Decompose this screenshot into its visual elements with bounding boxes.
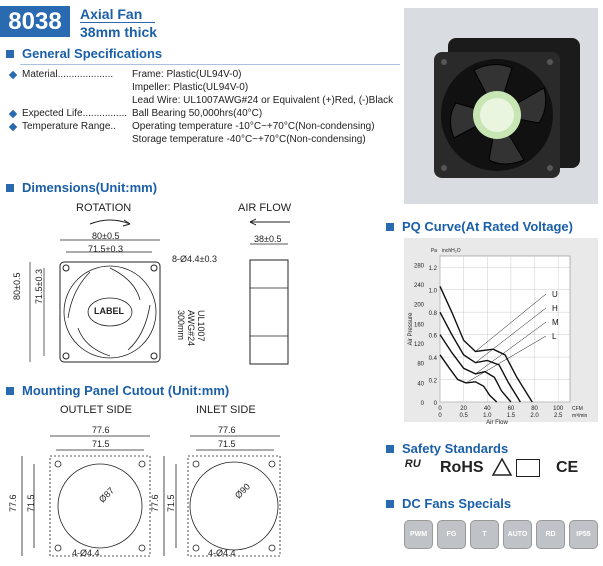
outlet-w1: 77.6 [92, 425, 110, 435]
spec-label-life: Expected Life................ [22, 108, 128, 119]
x-tick-cfm: 0 [438, 406, 442, 412]
section-bullet [6, 50, 14, 58]
ce-mark: CE [556, 459, 579, 476]
ul-mark-icon: ᴿᵁ [404, 458, 421, 475]
airflow-label: AIR FLOW [238, 202, 292, 214]
x-tick-cfm: 20 [460, 406, 467, 412]
outlet-dia: Ø87 [96, 485, 117, 505]
specials-title: DC Fans Specials [402, 496, 512, 511]
thermal-icon: T [470, 520, 499, 549]
pq-series-label: U [552, 290, 558, 299]
x-tick-m3: 1.0 [483, 413, 492, 419]
x-tick-cfm: 40 [483, 406, 491, 412]
inlet-holes: 4-Ø4.4 [208, 548, 236, 558]
spec-label-temp: Temperature Range.. [22, 121, 116, 132]
general-rule [20, 64, 400, 65]
dim-hole: 8-Ø4.4±0.3 [172, 254, 217, 264]
safety-title: Safety Standards [402, 441, 509, 456]
inlet-w2: 71.5 [218, 439, 236, 449]
fan-label: LABEL [94, 306, 124, 316]
section-bullet [386, 223, 394, 231]
section-bullet [386, 500, 394, 508]
dim-width-outer: 80±0.5 [92, 231, 120, 241]
outlet-h2: 71.5 [26, 494, 36, 512]
fan-type: Axial Fan [80, 6, 143, 22]
spec-value-storage: Storage temperature -40°C~+70°C(Non-condensing) [132, 134, 366, 145]
x-axis-label: Air Flow [486, 420, 508, 426]
x-tick-cfm: 100 [553, 406, 564, 412]
spec-value-operating: Operating temperature -10°C~+70°C(Non-condensing) [132, 121, 375, 132]
ccc-mark-icon [516, 459, 540, 477]
outlet-w2: 71.5 [92, 439, 110, 449]
x-unit-cfm: CFM [572, 406, 583, 412]
y-tick-pa: 280 [413, 263, 424, 270]
pq-curve-plot [404, 238, 598, 426]
pq-series-label: M [552, 318, 559, 327]
inlet-dia: Ø90 [232, 481, 253, 501]
y-tick-pa: 160 [413, 322, 424, 329]
y-tick-pa: 40 [417, 381, 424, 388]
y-tick-inch: 0.2 [428, 378, 437, 385]
pwm-icon: PWM [404, 520, 433, 549]
spec-value-lead-wire: Lead Wire: UL1007AWG#24 or Equivalent (+)Red, (-)Black [132, 95, 394, 106]
x-tick-m3: 0 [438, 413, 442, 419]
y-unit-h2o: inchH₂O [442, 248, 461, 254]
rd-icon: RD [536, 520, 565, 549]
section-bullet [6, 184, 14, 192]
outlet-holes: 4-Ø4.4 [72, 548, 100, 558]
x-tick-m3: 0.5 [459, 413, 468, 419]
y-tick-pa: 80 [417, 361, 424, 368]
y-unit-pa: Pa [430, 248, 438, 254]
y-tick-pa: 200 [413, 302, 424, 309]
spec-value-impeller: Impeller: Plastic(UL94V-0) [132, 82, 249, 93]
y-tick-pa: 240 [413, 283, 424, 290]
general-title: General Specifications [22, 46, 163, 61]
y-tick-pa: 120 [413, 342, 424, 349]
auto-restart-icon: AUTO [503, 520, 532, 549]
y-axis-label: Air Pressure [408, 312, 414, 346]
ip55-icon: IP55 [569, 520, 598, 549]
spec-label-material: Material.................... [22, 69, 114, 80]
wire-spec-1: UL1007 [196, 310, 206, 342]
bullet-icon [9, 71, 17, 79]
wire-spec-2: AWG#24 [186, 310, 196, 347]
wire-spec-3: 300mm [176, 310, 186, 341]
dim-width-inner: 71.5±0.3 [88, 244, 123, 254]
y-tick-inch: 1.2 [428, 266, 437, 273]
fan-thickness: 38mm thick [80, 24, 158, 40]
rohs-mark: RoHS [440, 459, 484, 476]
y-tick-pa: 0 [420, 401, 424, 407]
inlet-h2: 71.5 [166, 494, 176, 512]
y-tick-inch: 0.8 [428, 311, 437, 318]
model-number: 8038 [0, 6, 70, 37]
inlet-h1: 77.6 [150, 494, 160, 512]
dimensions-title: Dimensions(Unit:mm) [22, 180, 158, 195]
spec-value-life: Ball Bearing 50,000hrs(40°C) [132, 108, 263, 119]
y-tick-inch: 0.6 [428, 333, 437, 340]
spec-value-frame: Frame: Plastic(UL94V-0) [132, 69, 242, 80]
pq-series-label: H [552, 304, 558, 313]
dim-height-inner: 71.5±0.3 [34, 269, 44, 304]
section-bullet [386, 445, 394, 453]
pq-chart [404, 238, 598, 426]
y-tick-inch: 0.4 [428, 356, 437, 363]
x-unit-m3: m³/min [572, 413, 588, 419]
outlet-side-label: OUTLET SIDE [60, 404, 132, 416]
tuv-mark-icon [492, 458, 512, 476]
fg-icon: FG [437, 520, 466, 549]
dim-thickness: 38±0.5 [254, 234, 282, 244]
y-tick-inch: 0 [433, 401, 437, 407]
fan-image-icon [404, 8, 598, 204]
x-tick-m3: 2.5 [554, 413, 563, 419]
inlet-w1: 77.6 [218, 425, 236, 435]
outlet-h1: 77.6 [8, 494, 18, 512]
bullet-icon [9, 123, 17, 131]
x-tick-m3: 2.0 [530, 413, 539, 419]
pq-title: PQ Curve(At Rated Voltage) [402, 219, 573, 234]
header-rule [80, 22, 155, 23]
pq-series-label: L [552, 332, 557, 341]
x-tick-m3: 1.5 [506, 413, 516, 419]
fan-photo [404, 8, 598, 204]
bullet-icon [9, 110, 17, 118]
section-bullet [6, 387, 14, 395]
rotation-label: ROTATION [76, 202, 132, 214]
mounting-title: Mounting Panel Cutout (Unit:mm) [22, 383, 230, 398]
y-tick-inch: 1.0 [428, 288, 437, 295]
cutout-drawing [0, 420, 320, 566]
dim-height-outer: 80±0.5 [12, 272, 22, 300]
x-tick-cfm: 80 [531, 406, 538, 412]
x-tick-cfm: 60 [507, 406, 515, 412]
inlet-side-label: INLET SIDE [196, 404, 256, 416]
